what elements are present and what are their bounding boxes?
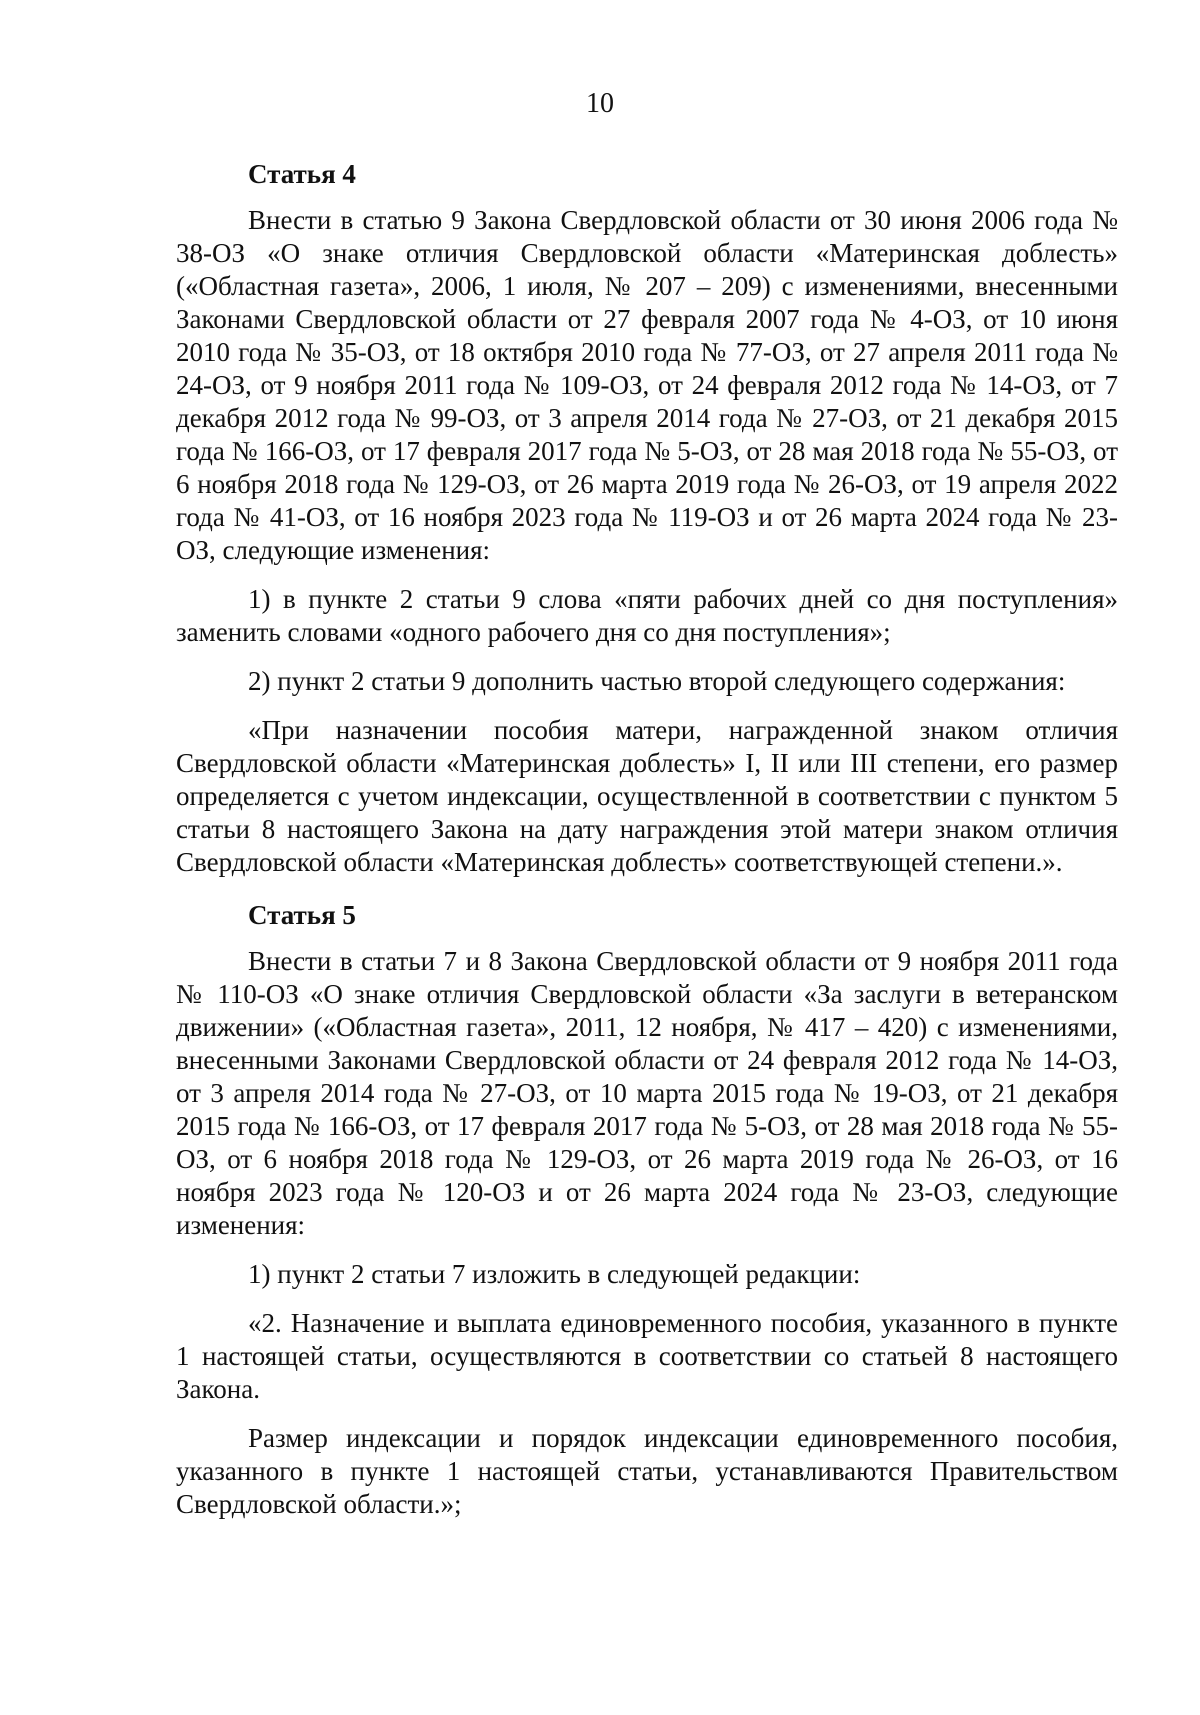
article-4-item-2: 2) пункт 2 статьи 9 дополнить частью второй следующего содержания: (248, 666, 1066, 696)
article-4-item-1: 1) в пункте 2 статьи 9 слова «пяти рабочих дней со дня поступления» заменить словами «одного рабочего дня со дня поступления»; (176, 584, 1118, 647)
article-5-quote-2: Размер индексации и порядок индексации единовременного пособия, указанного в пункте 1 настоящей статьи, устанавливаются Правительством Свердловской области.»; (176, 1423, 1118, 1519)
article-5-heading: Статья 5 (248, 900, 356, 930)
article-5-item-1: 1) пункт 2 статьи 7 изложить в следующей редакции: (248, 1259, 861, 1289)
article-5-quote-1: «2. Назначение и выплата единовременного пособия, указанного в пункте 1 настоящей статьи, осуществляются в соответствии со статьей 8 настоящего Закона. (176, 1308, 1118, 1404)
document-body (176, 158, 1118, 1521)
article-5-intro: Внести в статьи 7 и 8 Закона Свердловской области от 9 ноября 2011 года № 110-ОЗ «О знаке отличия Свердловской области «За заслуги в ветеранском движении» («Областная газета», 2011, 12 ноября, № 417 – 420) с изменениями, внесенными Законами Свердловской области от 24 февраля 2012 года № 14-ОЗ, от 3 апреля 2014 года № 27-ОЗ, от 10 марта 2015 года № 19-ОЗ, от 21 декабря 2015 года № 166-ОЗ, от 17 февраля 2017 года № 5-ОЗ, от 28 мая 2018 года № 55-ОЗ, от 6 ноября 2018 года № 129-ОЗ, от 26 марта 2019 года № 26-ОЗ, от 16 ноября 2023 года № 120-ОЗ и от 26 марта 2024 года № 23-ОЗ, следующие изменения: (176, 946, 1118, 1240)
page-number: 10 (586, 88, 614, 119)
article-4-intro: Внести в статью 9 Закона Свердловской области от 30 июня 2006 года № 38-ОЗ «О знаке отличия Свердловской области «Материнская доблесть» («Областная газета», 2006, 1 июля, № 207 – 209) с изменениями, внесенными Законами Свердловской области от 27 февраля 2007 года № 4-ОЗ, от 10 июня 2010 года № 35-ОЗ, от 18 октября 2010 года № 77-ОЗ, от 27 апреля 2011 года № 24-ОЗ, от 9 ноября 2011 года № 109-ОЗ, от 24 февраля 2012 года № 14-ОЗ, от 7 декабря 2012 года № 99-ОЗ, от 3 апреля 2014 года № 27-ОЗ, от 21 декабря 2015 года № 166-ОЗ, от 17 февраля 2017 года № 5-ОЗ, от 28 мая 2018 года № 55-ОЗ, от 6 ноября 2018 года № 129-ОЗ, от 26 марта 2019 года № 26-ОЗ, от 19 апреля 2022 года № 41-ОЗ, от 16 ноября 2023 года № 119-ОЗ и от 26 марта 2024 года № 23-ОЗ, следующие изменения: (176, 205, 1118, 565)
article-4-heading: Статья 4 (248, 159, 356, 189)
article-4-quote: «При назначении пособия матери, награжденной знаком отличия Свердловской области «Материнская доблесть» I, II или III степени, его размер определяется с учетом индексации, осуществленной в соответствии с пунктом 5 статьи 8 настоящего Закона на дату награждения этой матери знаком отличия Свердловской области «Материнская доблесть» соответствующей степени.». (176, 715, 1118, 877)
